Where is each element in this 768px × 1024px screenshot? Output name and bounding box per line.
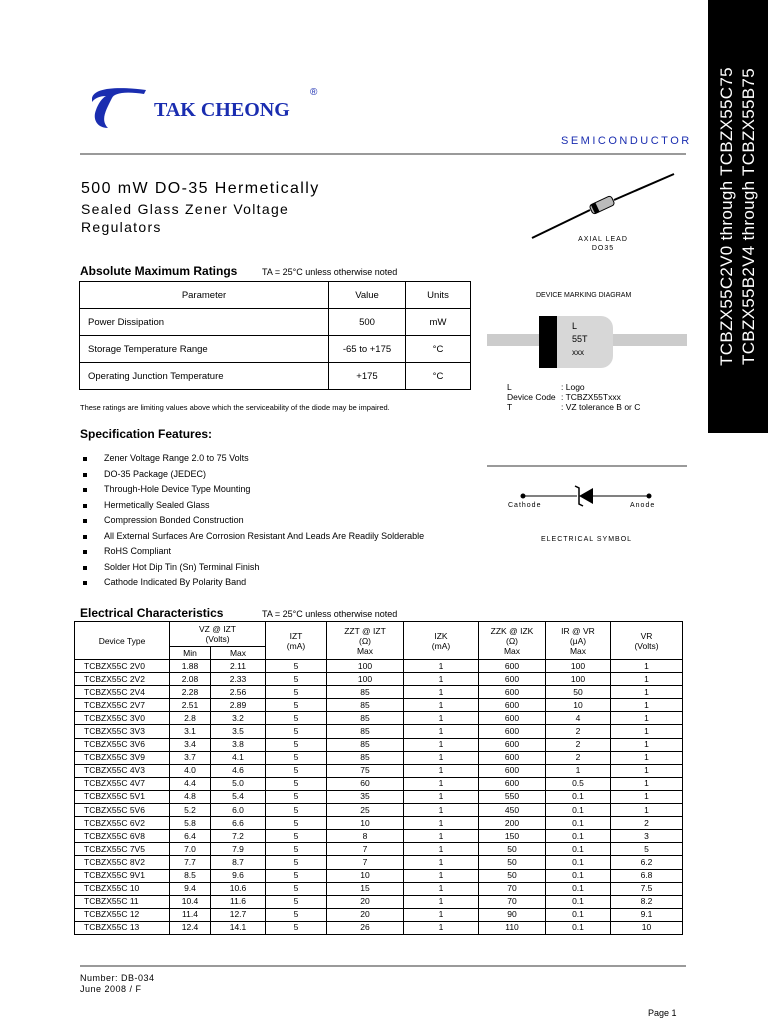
ec-table-row bbox=[75, 921, 683, 934]
symbol-divider bbox=[487, 465, 687, 467]
ec-cell-vr: 1 bbox=[611, 804, 683, 817]
amr-note: These ratings are limiting values above which the serviceability of the diode may be impaired. bbox=[80, 403, 390, 412]
ec-cell-zzt: 10 bbox=[327, 817, 404, 830]
ec-cell-vr: 5 bbox=[611, 843, 683, 856]
ec-header-vr: VR (Volts) bbox=[611, 622, 683, 660]
ec-cell-vz-min: 6.4 bbox=[170, 830, 211, 843]
ec-cell-izk: 1 bbox=[404, 660, 479, 673]
ec-cell-vz-max: 12.7 bbox=[211, 908, 266, 921]
ec-cell-izk: 1 bbox=[404, 673, 479, 686]
ec-cell-vr: 2 bbox=[611, 817, 683, 830]
marking-title: DEVICE MARKING DIAGRAM bbox=[536, 292, 632, 299]
ec-cell-zzk: 50 bbox=[479, 856, 546, 869]
ec-header-max: Max bbox=[211, 647, 266, 660]
amr-value: -65 to +175 bbox=[329, 336, 406, 363]
ec-cell-device-type: TCBZX55C 13 bbox=[75, 921, 170, 934]
ec-cell-zzk: 150 bbox=[479, 830, 546, 843]
ec-table-row bbox=[75, 764, 683, 777]
ec-table-row bbox=[75, 830, 683, 843]
ec-cell-izk: 1 bbox=[404, 751, 479, 764]
ec-cell-vz-min: 12.4 bbox=[170, 921, 211, 934]
ec-table-row bbox=[75, 908, 683, 921]
ec-cell-ir: 2 bbox=[546, 725, 611, 738]
feature-item: Zener Voltage Range 2.0 to 75 Volts bbox=[80, 451, 424, 467]
ec-table-row bbox=[75, 738, 683, 751]
ec-cell-vr: 1 bbox=[611, 764, 683, 777]
marking-legend-row: T : VZ tolerance B or C bbox=[507, 402, 641, 412]
ec-cell-vz-max: 2.89 bbox=[211, 699, 266, 712]
ec-cell-device-type: TCBZX55C 8V2 bbox=[75, 856, 170, 869]
ec-cell-vz-min: 2.8 bbox=[170, 712, 211, 725]
ec-cell-vz-max: 5.0 bbox=[211, 777, 266, 790]
ec-table-row bbox=[75, 712, 683, 725]
amr-unit: °C bbox=[406, 363, 471, 390]
ec-cell-device-type: TCBZX55C 4V7 bbox=[75, 777, 170, 790]
ec-cell-vr: 1 bbox=[611, 699, 683, 712]
ec-cell-vz-max: 8.7 bbox=[211, 856, 266, 869]
ec-cell-vz-max: 7.2 bbox=[211, 830, 266, 843]
ec-cell-izk: 1 bbox=[404, 895, 479, 908]
title-line1: 500 mW DO-35 Hermetically bbox=[81, 180, 320, 197]
ec-cell-zzk: 550 bbox=[479, 790, 546, 803]
ec-cell-izt: 5 bbox=[266, 738, 327, 751]
ec-cell-vz-min: 1.88 bbox=[170, 660, 211, 673]
ec-cell-izt: 5 bbox=[266, 673, 327, 686]
ec-cell-vr: 7.5 bbox=[611, 882, 683, 895]
ec-cell-zzt: 26 bbox=[327, 921, 404, 934]
ec-header-zzk: ZZK @ IZK (Ω) Max bbox=[479, 622, 546, 660]
ec-cell-ir: 0.5 bbox=[546, 777, 611, 790]
ec-cell-zzt: 85 bbox=[327, 686, 404, 699]
ec-cell-vz-min: 3.4 bbox=[170, 738, 211, 751]
ec-cell-device-type: TCBZX55C 9V1 bbox=[75, 869, 170, 882]
ec-cell-zzk: 600 bbox=[479, 660, 546, 673]
ec-cell-vz-max: 5.4 bbox=[211, 790, 266, 803]
ec-cell-izk: 1 bbox=[404, 882, 479, 895]
ec-cell-vz-min: 5.8 bbox=[170, 817, 211, 830]
ec-cell-device-type: TCBZX55C 2V4 bbox=[75, 686, 170, 699]
feature-item: Solder Hot Dip Tin (Sn) Terminal Finish bbox=[80, 560, 424, 576]
symbol-caption: ELECTRICAL SYMBOL bbox=[541, 536, 633, 543]
ec-cell-vz-min: 8.5 bbox=[170, 869, 211, 882]
ec-cell-izt: 5 bbox=[266, 686, 327, 699]
feature-item: RoHS Compliant bbox=[80, 544, 424, 560]
ec-cell-vz-min: 2.08 bbox=[170, 673, 211, 686]
ec-table-row bbox=[75, 790, 683, 803]
ec-header-izk: IZK (mA) bbox=[404, 622, 479, 660]
ec-cell-device-type: TCBZX55C 3V0 bbox=[75, 712, 170, 725]
side-banner bbox=[708, 0, 768, 433]
amr-param: Power Dissipation bbox=[80, 309, 329, 336]
amr-heading: Absolute Maximum Ratings bbox=[80, 264, 238, 278]
ec-cell-ir: 0.1 bbox=[546, 804, 611, 817]
amr-row bbox=[80, 336, 471, 363]
ec-cell-izt: 5 bbox=[266, 804, 327, 817]
ec-cell-vr: 6.8 bbox=[611, 869, 683, 882]
ec-cell-vr: 1 bbox=[611, 738, 683, 751]
ec-cell-zzk: 200 bbox=[479, 817, 546, 830]
amr-header-units: Units bbox=[406, 282, 471, 309]
ec-header-izt: IZT (mA) bbox=[266, 622, 327, 660]
ec-cell-vz-min: 10.4 bbox=[170, 895, 211, 908]
logo-mark bbox=[86, 84, 148, 134]
ec-cell-zzk: 50 bbox=[479, 843, 546, 856]
brand-name: TAK CHEONG bbox=[154, 99, 290, 121]
ec-cell-vz-min: 2.28 bbox=[170, 686, 211, 699]
feature-item: DO-35 Package (JEDEC) bbox=[80, 467, 424, 483]
ec-cell-zzk: 600 bbox=[479, 777, 546, 790]
ec-cell-ir: 0.1 bbox=[546, 790, 611, 803]
ec-cell-vz-max: 10.6 bbox=[211, 882, 266, 895]
ec-table-body bbox=[75, 660, 683, 935]
ec-cell-zzk: 600 bbox=[479, 686, 546, 699]
ec-cell-vr: 1 bbox=[611, 712, 683, 725]
marking-legend-row: L : Logo bbox=[507, 382, 585, 392]
amr-header-row bbox=[80, 282, 471, 309]
ec-cell-ir: 0.1 bbox=[546, 843, 611, 856]
ec-cell-zzt: 8 bbox=[327, 830, 404, 843]
ec-cell-zzk: 70 bbox=[479, 895, 546, 908]
ec-cell-zzk: 450 bbox=[479, 804, 546, 817]
ec-cell-vr: 10 bbox=[611, 921, 683, 934]
ec-cell-izk: 1 bbox=[404, 738, 479, 751]
ec-cell-izt: 5 bbox=[266, 908, 327, 921]
semiconductor-label: SEMICONDUCTOR bbox=[561, 135, 692, 147]
ec-cell-vz-min: 4.0 bbox=[170, 764, 211, 777]
ec-cell-izt: 5 bbox=[266, 843, 327, 856]
ec-cell-izt: 5 bbox=[266, 869, 327, 882]
ec-cell-vz-min: 2.51 bbox=[170, 699, 211, 712]
ec-cell-izk: 1 bbox=[404, 725, 479, 738]
ec-cell-device-type: TCBZX55C 6V2 bbox=[75, 817, 170, 830]
ec-cell-zzt: 7 bbox=[327, 856, 404, 869]
ec-cell-izk: 1 bbox=[404, 869, 479, 882]
ec-table-row bbox=[75, 699, 683, 712]
ec-cell-vz-max: 3.5 bbox=[211, 725, 266, 738]
ec-table-row bbox=[75, 856, 683, 869]
ec-cell-vz-min: 7.0 bbox=[170, 843, 211, 856]
ec-cell-vr: 1 bbox=[611, 790, 683, 803]
ec-heading: Electrical Characteristics bbox=[80, 606, 224, 620]
ec-cell-zzt: 100 bbox=[327, 660, 404, 673]
company-logo bbox=[86, 84, 326, 136]
amr-value: +175 bbox=[329, 363, 406, 390]
ec-cell-ir: 0.1 bbox=[546, 830, 611, 843]
ec-cell-zzk: 600 bbox=[479, 738, 546, 751]
ec-header-min: Min bbox=[170, 647, 211, 660]
amr-unit: °C bbox=[406, 336, 471, 363]
ec-cell-vz-min: 7.7 bbox=[170, 856, 211, 869]
ec-cell-izt: 5 bbox=[266, 764, 327, 777]
ec-cell-zzt: 85 bbox=[327, 725, 404, 738]
ec-cell-vz-max: 7.9 bbox=[211, 843, 266, 856]
ec-cell-ir: 50 bbox=[546, 686, 611, 699]
package-label-1: AXIAL LEAD bbox=[578, 236, 628, 243]
ec-cell-ir: 0.1 bbox=[546, 869, 611, 882]
registered-mark: ® bbox=[310, 87, 318, 98]
side-banner-line2: TCBZX55B2V4 through TCBZX55B75 bbox=[739, 68, 758, 365]
ec-cell-vz-max: 9.6 bbox=[211, 869, 266, 882]
page-number: Page 1 bbox=[648, 1008, 677, 1018]
ec-table-row bbox=[75, 804, 683, 817]
footer-divider bbox=[80, 965, 686, 967]
ec-cell-ir: 0.1 bbox=[546, 882, 611, 895]
ec-cell-ir: 1 bbox=[546, 764, 611, 777]
ec-cell-zzk: 600 bbox=[479, 751, 546, 764]
side-banner-line1: TCBZX55C2V0 through TCBZX55C75 bbox=[717, 67, 736, 366]
ec-cell-izt: 5 bbox=[266, 882, 327, 895]
ec-cell-vr: 1 bbox=[611, 673, 683, 686]
ec-table-row bbox=[75, 751, 683, 764]
ec-cell-izk: 1 bbox=[404, 908, 479, 921]
ec-cell-vz-max: 2.11 bbox=[211, 660, 266, 673]
ec-cell-izk: 1 bbox=[404, 843, 479, 856]
ec-cell-vz-max: 14.1 bbox=[211, 921, 266, 934]
ec-cell-vz-max: 2.33 bbox=[211, 673, 266, 686]
ec-cell-izk: 1 bbox=[404, 830, 479, 843]
ec-cell-device-type: TCBZX55C 2V7 bbox=[75, 699, 170, 712]
ec-cell-vz-max: 3.2 bbox=[211, 712, 266, 725]
ec-cell-izt: 5 bbox=[266, 712, 327, 725]
ec-cell-izk: 1 bbox=[404, 777, 479, 790]
ec-cell-zzk: 600 bbox=[479, 673, 546, 686]
ec-header-vz: VZ @ IZT (Volts) bbox=[170, 622, 266, 647]
ec-cell-zzt: 20 bbox=[327, 908, 404, 921]
ec-cell-zzk: 50 bbox=[479, 869, 546, 882]
ec-cell-zzt: 85 bbox=[327, 712, 404, 725]
amr-param: Operating Junction Temperature bbox=[80, 363, 329, 390]
ec-cell-zzt: 7 bbox=[327, 843, 404, 856]
ec-table bbox=[74, 621, 683, 935]
ec-table-row bbox=[75, 895, 683, 908]
doc-number: Number: DB-034 bbox=[80, 973, 155, 983]
amr-value: 500 bbox=[329, 309, 406, 336]
ec-cell-zzk: 600 bbox=[479, 712, 546, 725]
ec-cell-vr: 9.1 bbox=[611, 908, 683, 921]
ec-cell-zzk: 600 bbox=[479, 764, 546, 777]
ec-cell-zzt: 75 bbox=[327, 764, 404, 777]
anode-label: Anode bbox=[630, 502, 656, 509]
ec-cell-izt: 5 bbox=[266, 777, 327, 790]
ec-cell-zzk: 600 bbox=[479, 699, 546, 712]
ec-header-zzt: ZZT @ IZT (Ω) Max bbox=[327, 622, 404, 660]
ec-cell-izk: 1 bbox=[404, 686, 479, 699]
ec-cell-izt: 5 bbox=[266, 817, 327, 830]
ec-cell-vz-min: 11.4 bbox=[170, 908, 211, 921]
ec-cell-vr: 1 bbox=[611, 751, 683, 764]
ec-cell-izt: 5 bbox=[266, 895, 327, 908]
ec-cell-vz-max: 4.1 bbox=[211, 751, 266, 764]
ec-cell-izt: 5 bbox=[266, 699, 327, 712]
title-line3: Regulators bbox=[81, 219, 162, 235]
ec-cell-vr: 6.2 bbox=[611, 856, 683, 869]
ec-cell-izt: 5 bbox=[266, 660, 327, 673]
ec-cell-device-type: TCBZX55C 4V3 bbox=[75, 764, 170, 777]
ec-cell-izt: 5 bbox=[266, 856, 327, 869]
ec-header-ir: IR @ VR (μA) Max bbox=[546, 622, 611, 660]
ec-cell-vz-max: 3.8 bbox=[211, 738, 266, 751]
side-banner-text bbox=[708, 0, 768, 433]
axial-lead-package-image bbox=[528, 172, 678, 242]
ec-cell-zzt: 85 bbox=[327, 738, 404, 751]
marking-line-xxx: xxx bbox=[572, 348, 584, 357]
ec-table-row bbox=[75, 673, 683, 686]
ec-header-device: Device Type bbox=[75, 622, 170, 660]
ec-cell-izk: 1 bbox=[404, 804, 479, 817]
ec-table-row bbox=[75, 882, 683, 895]
ec-cell-device-type: TCBZX55C 12 bbox=[75, 908, 170, 921]
ec-cell-ir: 2 bbox=[546, 751, 611, 764]
ec-cell-device-type: TCBZX55C 6V8 bbox=[75, 830, 170, 843]
marking-body-text bbox=[572, 320, 588, 359]
ec-table-row bbox=[75, 686, 683, 699]
ec-cell-izk: 1 bbox=[404, 921, 479, 934]
ec-cell-vz-min: 9.4 bbox=[170, 882, 211, 895]
ec-cell-vz-max: 2.56 bbox=[211, 686, 266, 699]
ec-cell-izk: 1 bbox=[404, 817, 479, 830]
feature-item: Hermetically Sealed Glass bbox=[80, 498, 424, 514]
ec-cell-ir: 10 bbox=[546, 699, 611, 712]
feature-item: Through-Hole Device Type Mounting bbox=[80, 482, 424, 498]
ec-cell-ir: 0.1 bbox=[546, 817, 611, 830]
amr-header-parameter: Parameter bbox=[80, 282, 329, 309]
ec-cell-vr: 1 bbox=[611, 660, 683, 673]
ec-cell-zzt: 25 bbox=[327, 804, 404, 817]
ec-cell-vz-max: 6.6 bbox=[211, 817, 266, 830]
ec-cell-device-type: TCBZX55C 2V0 bbox=[75, 660, 170, 673]
ec-cell-vr: 1 bbox=[611, 725, 683, 738]
package-label-2: DO35 bbox=[591, 245, 615, 252]
ec-cell-izk: 1 bbox=[404, 764, 479, 777]
amr-header-value: Value bbox=[329, 282, 406, 309]
ec-cell-izk: 1 bbox=[404, 699, 479, 712]
ec-cell-device-type: TCBZX55C 5V1 bbox=[75, 790, 170, 803]
ec-cell-device-type: TCBZX55C 7V5 bbox=[75, 843, 170, 856]
ec-cell-vr: 1 bbox=[611, 777, 683, 790]
ec-table-row bbox=[75, 817, 683, 830]
cathode-label: Cathode bbox=[508, 502, 542, 509]
ec-cell-izk: 1 bbox=[404, 712, 479, 725]
ec-cell-izk: 1 bbox=[404, 856, 479, 869]
ec-cell-vr: 8.2 bbox=[611, 895, 683, 908]
ec-cell-izt: 5 bbox=[266, 725, 327, 738]
ec-cell-vz-max: 6.0 bbox=[211, 804, 266, 817]
ec-cell-izt: 5 bbox=[266, 790, 327, 803]
marking-line-logo: L bbox=[572, 321, 578, 331]
ec-cell-ir: 0.1 bbox=[546, 895, 611, 908]
ec-cell-ir: 4 bbox=[546, 712, 611, 725]
ec-cell-device-type: TCBZX55C 3V6 bbox=[75, 738, 170, 751]
ec-header-row bbox=[75, 622, 683, 647]
ec-table-row bbox=[75, 725, 683, 738]
amr-condition: TA = 25°C unless otherwise noted bbox=[262, 267, 398, 277]
ec-cell-zzk: 70 bbox=[479, 882, 546, 895]
ec-cell-vz-min: 4.8 bbox=[170, 790, 211, 803]
ec-cell-ir: 2 bbox=[546, 738, 611, 751]
ec-cell-ir: 100 bbox=[546, 660, 611, 673]
amr-param: Storage Temperature Range bbox=[80, 336, 329, 363]
ec-cell-device-type: TCBZX55C 11 bbox=[75, 895, 170, 908]
ec-cell-device-type: TCBZX55C 3V9 bbox=[75, 751, 170, 764]
ec-cell-izt: 5 bbox=[266, 830, 327, 843]
ec-cell-vr: 3 bbox=[611, 830, 683, 843]
ec-cell-zzt: 60 bbox=[327, 777, 404, 790]
title-line2: Sealed Glass Zener Voltage bbox=[81, 201, 290, 217]
header-divider bbox=[80, 153, 686, 155]
ec-table-row bbox=[75, 843, 683, 856]
ec-condition: TA = 25°C unless otherwise noted bbox=[262, 609, 398, 619]
ec-cell-vz-min: 3.7 bbox=[170, 751, 211, 764]
feature-item: All External Surfaces Are Corrosion Resistant And Leads Are Readily Solderable bbox=[80, 529, 424, 545]
ec-cell-ir: 100 bbox=[546, 673, 611, 686]
ec-cell-ir: 0.1 bbox=[546, 908, 611, 921]
marking-legend-row: Device Code : TCBZX55Txxx bbox=[507, 392, 621, 402]
ec-cell-device-type: TCBZX55C 5V6 bbox=[75, 804, 170, 817]
marking-line-code: 55T bbox=[572, 334, 588, 344]
ec-cell-vz-min: 3.1 bbox=[170, 725, 211, 738]
ec-table-row bbox=[75, 660, 683, 673]
ec-cell-izk: 1 bbox=[404, 790, 479, 803]
ec-cell-ir: 0.1 bbox=[546, 856, 611, 869]
ec-cell-ir: 0.1 bbox=[546, 921, 611, 934]
ec-cell-device-type: TCBZX55C 3V3 bbox=[75, 725, 170, 738]
marking-legend bbox=[507, 382, 640, 412]
feature-item: Cathode Indicated By Polarity Band bbox=[80, 575, 424, 591]
ec-cell-zzt: 20 bbox=[327, 895, 404, 908]
ec-cell-zzt: 100 bbox=[327, 673, 404, 686]
ec-cell-zzk: 600 bbox=[479, 725, 546, 738]
amr-unit: mW bbox=[406, 309, 471, 336]
ec-cell-izt: 5 bbox=[266, 751, 327, 764]
ec-cell-zzk: 110 bbox=[479, 921, 546, 934]
ec-cell-device-type: TCBZX55C 10 bbox=[75, 882, 170, 895]
amr-row bbox=[80, 363, 471, 390]
doc-date: June 2008 / F bbox=[80, 984, 142, 994]
ec-cell-vz-max: 4.6 bbox=[211, 764, 266, 777]
ec-cell-zzt: 10 bbox=[327, 869, 404, 882]
ec-cell-vr: 1 bbox=[611, 686, 683, 699]
ec-cell-device-type: TCBZX55C 2V2 bbox=[75, 673, 170, 686]
amr-row bbox=[80, 309, 471, 336]
ec-cell-zzt: 85 bbox=[327, 751, 404, 764]
ec-cell-zzk: 90 bbox=[479, 908, 546, 921]
ec-table-row bbox=[75, 869, 683, 882]
features-list bbox=[80, 451, 424, 591]
ec-cell-zzt: 15 bbox=[327, 882, 404, 895]
ec-table-row bbox=[75, 777, 683, 790]
ec-cell-vz-max: 11.6 bbox=[211, 895, 266, 908]
ec-cell-zzt: 85 bbox=[327, 699, 404, 712]
amr-table bbox=[79, 281, 471, 390]
ec-cell-vz-min: 4.4 bbox=[170, 777, 211, 790]
ec-cell-zzt: 35 bbox=[327, 790, 404, 803]
ec-cell-vz-min: 5.2 bbox=[170, 804, 211, 817]
feature-item: Compression Bonded Construction bbox=[80, 513, 424, 529]
ec-cell-izt: 5 bbox=[266, 921, 327, 934]
features-heading: Specification Features: bbox=[80, 427, 213, 441]
